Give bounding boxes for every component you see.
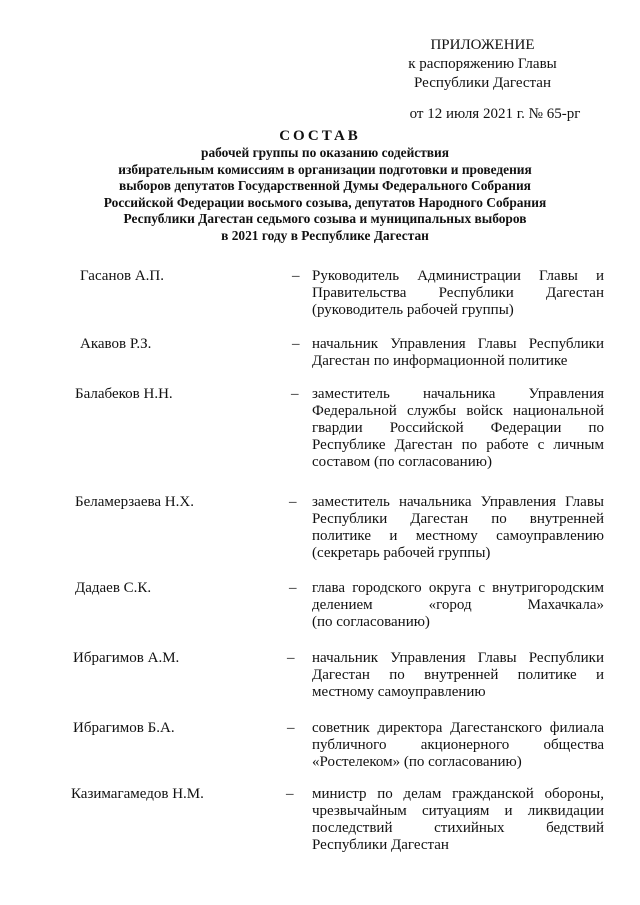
subtitle-line: избирательным комиссиям в организации подготовки и проведения	[118, 161, 532, 177]
member-role-line: чрезвычайным ситуациям и ликвидации	[312, 803, 604, 819]
member-role	[312, 720, 604, 771]
member-dash: –	[292, 268, 300, 284]
appendix-order-line: к распоряжению Главы	[408, 56, 557, 72]
member-role	[312, 336, 604, 370]
member-name: Ибрагимов Б.А.	[73, 720, 175, 736]
member-role	[312, 580, 604, 631]
member-dash: –	[286, 786, 294, 802]
member-role-line: Руководитель Администрации Главы и	[312, 268, 604, 284]
member-role-line: начальник Управления Главы Республики	[312, 336, 604, 352]
subtitle-line: Российской Федерации восьмого созыва, депутатов Народного Собрания	[103, 194, 547, 210]
member-role-line: заместитель начальника Управления	[312, 386, 604, 402]
document-subtitle	[60, 145, 590, 245]
member-role-line: составом (по согласованию)	[312, 454, 492, 470]
member-name: Гасанов А.П.	[80, 268, 164, 284]
member-role-line: гвардии Российской Федерации по	[312, 420, 604, 436]
order-date: от 12 июля 2021 г. № 65-рг	[409, 106, 581, 122]
document-title: СОСТАВ	[279, 128, 361, 144]
member-dash: –	[289, 494, 297, 510]
member-role-line: последствий стихийных бедствий	[312, 820, 604, 836]
member-role-line: Дагестан по информационной политике	[312, 353, 568, 369]
member-role	[312, 268, 604, 319]
member-role-line: «Ростелеком» (по согласованию)	[312, 754, 522, 770]
member-name: Балабеков Н.Н.	[75, 386, 173, 402]
member-role-line: делением «город Махачкала»	[312, 597, 604, 613]
member-role	[312, 786, 604, 854]
member-name: Дадаев С.К.	[75, 580, 152, 596]
member-role-line: Дагестан по внутренней политике и	[312, 667, 604, 683]
member-role-line: (руководитель рабочей группы)	[312, 302, 514, 318]
member-name: Ибрагимов А.М.	[73, 650, 180, 666]
appendix-republic-line: Республики Дагестан	[414, 75, 551, 91]
member-role-line: советник директора Дагестанского филиала	[312, 720, 604, 736]
member-role-line: (по согласованию)	[312, 614, 430, 630]
member-role-line: Федеральной службы войск национальной	[312, 403, 604, 419]
member-dash: –	[292, 336, 300, 352]
member-role-line: Республики Дагестан по внутренней	[312, 511, 604, 527]
member-role-line: Республики Дагестан	[312, 837, 449, 853]
member-name: Казимагамедов Н.М.	[71, 786, 204, 802]
member-role-line: Республике Дагестан по работе с личным	[312, 437, 604, 453]
member-role-line: политике и местному самоуправлению	[312, 528, 604, 544]
member-role-line: министр по делам гражданской обороны,	[312, 786, 604, 802]
member-dash: –	[289, 580, 297, 596]
appendix-title: ПРИЛОЖЕНИЕ	[430, 37, 535, 53]
member-role-line: Правительства Республики Дагестан	[312, 285, 604, 301]
member-role-line: глава городского округа с внутригородским	[312, 580, 604, 596]
subtitle-line: выборов депутатов Государственной Думы Федерального Собрания	[119, 178, 531, 194]
member-role-line: местному самоуправлению	[312, 684, 486, 700]
member-dash: –	[287, 720, 295, 736]
member-dash: –	[287, 650, 295, 666]
member-role	[312, 494, 604, 562]
member-role-line: (секретарь рабочей группы)	[312, 545, 491, 561]
member-dash: –	[291, 386, 299, 402]
member-name: Беламерзаева Н.Х.	[75, 494, 194, 510]
subtitle-line: в 2021 году в Республике Дагестан	[221, 227, 429, 243]
member-name: Акавов Р.З.	[80, 336, 152, 352]
appendix-block	[380, 36, 585, 93]
member-role-line: заместитель начальника Управления Главы	[312, 494, 604, 510]
member-role	[312, 650, 604, 701]
subtitle-line: рабочей группы по оказанию содействия	[201, 145, 449, 160]
member-role	[312, 386, 604, 471]
subtitle-line: Республики Дагестан седьмого созыва и муниципальных выборов	[123, 211, 527, 227]
member-role-line: начальник Управления Главы Республики	[312, 650, 604, 666]
member-role-line: публичного акционерного общества	[312, 737, 604, 753]
